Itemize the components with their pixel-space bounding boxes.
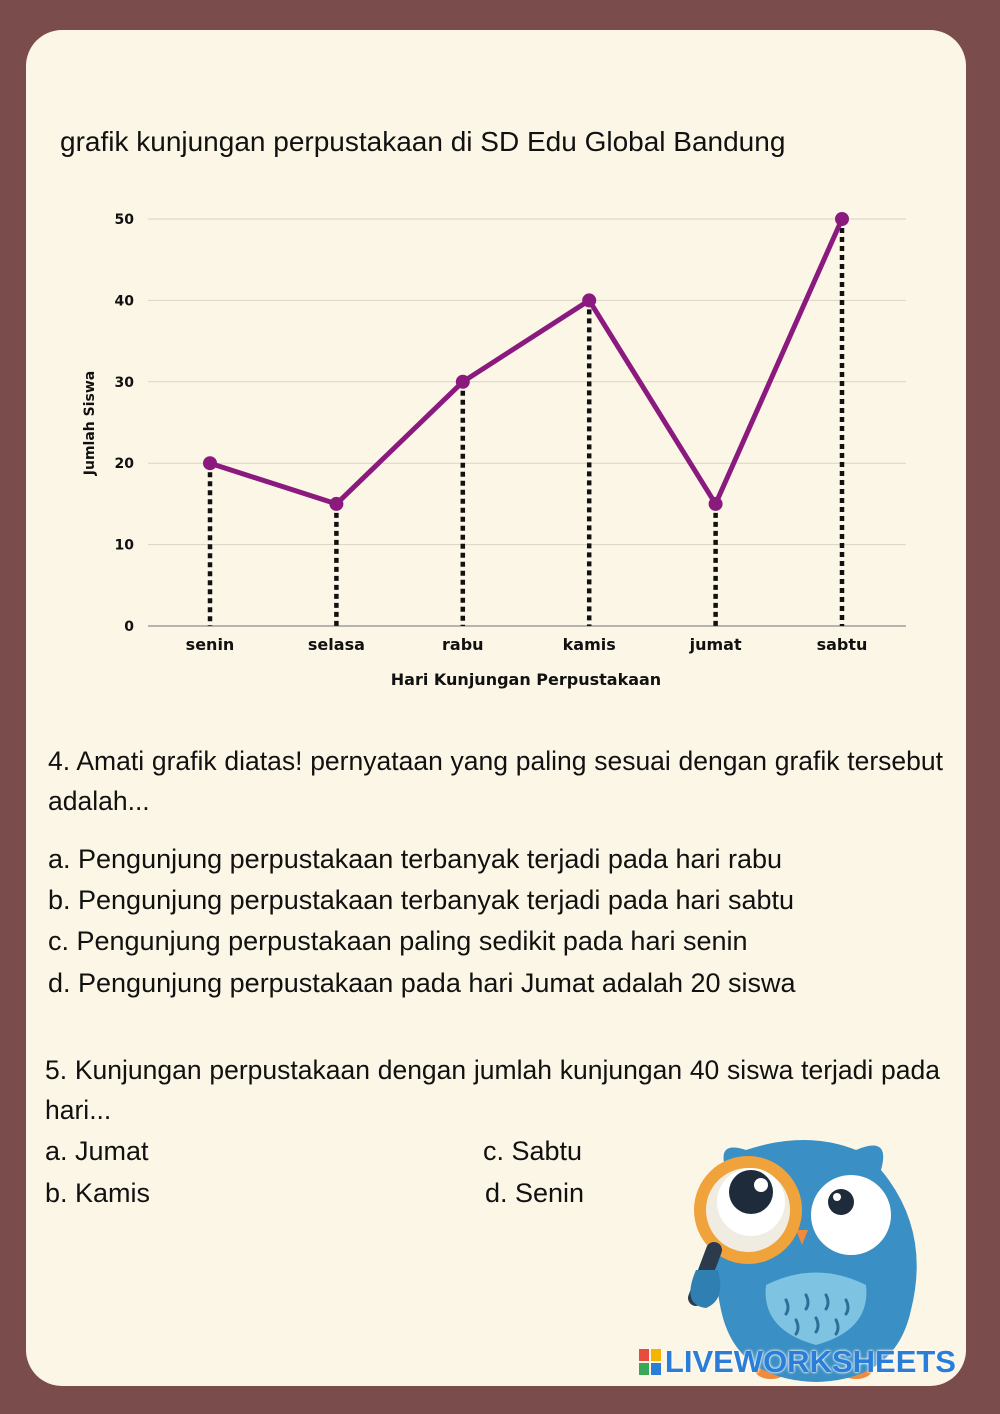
question-4-option-c[interactable]: c. Pengunjung perpustakaan paling sedikit pada hari senin <box>48 926 748 956</box>
x-tick-label: jumat <box>689 635 742 654</box>
question-5-stem: 5. Kunjungan perpustakaan dengan jumlah kunjungan 40 siswa terjadi pada hari... <box>45 1055 940 1125</box>
x-tick-label: sabtu <box>816 635 868 654</box>
y-axis-label: Jumlah Siswa <box>82 370 98 476</box>
question-5-option-d[interactable]: d. Senin <box>485 1178 585 1208</box>
data-point <box>582 293 596 307</box>
x-axis-label: Hari Kunjungan Perpustakaan <box>390 670 662 689</box>
question-5-option-c[interactable]: c. Sabtu <box>483 1136 583 1166</box>
y-tick-label: 0 <box>124 619 134 635</box>
question-4-option-a[interactable]: a. Pengunjung perpustakaan terbanyak terjadi pada hari rabu <box>48 844 783 874</box>
series-line <box>210 219 842 504</box>
question-5-option-a[interactable]: a. Jumat <box>45 1136 149 1166</box>
y-tick-label: 40 <box>114 293 134 310</box>
y-tick-label: 10 <box>114 537 134 554</box>
data-point <box>709 497 723 511</box>
liveworksheets-logo-icon <box>639 1349 661 1375</box>
x-tick-label: kamis <box>562 635 616 654</box>
y-tick-label: 30 <box>114 374 134 391</box>
data-point <box>203 456 217 470</box>
question-4-option-b[interactable]: b. Pengunjung perpustakaan terbanyak terjadi pada hari sabtu <box>48 885 795 915</box>
data-point <box>456 375 470 389</box>
y-tick-label: 50 <box>114 212 134 228</box>
question-5-option-b[interactable]: b. Kamis <box>45 1178 151 1208</box>
x-tick-label: senin <box>185 635 235 654</box>
line-chart <box>26 30 966 710</box>
data-point <box>329 497 343 511</box>
data-point <box>835 212 849 226</box>
x-tick-label: selasa <box>307 635 365 654</box>
y-tick-label: 20 <box>114 456 134 473</box>
x-tick-label: rabu <box>442 635 484 654</box>
liveworksheets-brand-text: LIVEWORKSHEETS <box>664 1344 956 1379</box>
worksheet-card <box>26 30 966 1386</box>
question-4-option-d[interactable]: d. Pengunjung perpustakaan pada hari Jumat adalah 20 siswa <box>48 968 796 998</box>
question-4-stem: 4. Amati grafik diatas! pernyataan yang paling sesuai dengan grafik tersebut adalah... <box>48 746 943 816</box>
chart-title: grafik kunjungan perpustakaan di SD Edu Global Bandung <box>60 126 786 157</box>
liveworksheets-logo <box>639 1344 956 1380</box>
